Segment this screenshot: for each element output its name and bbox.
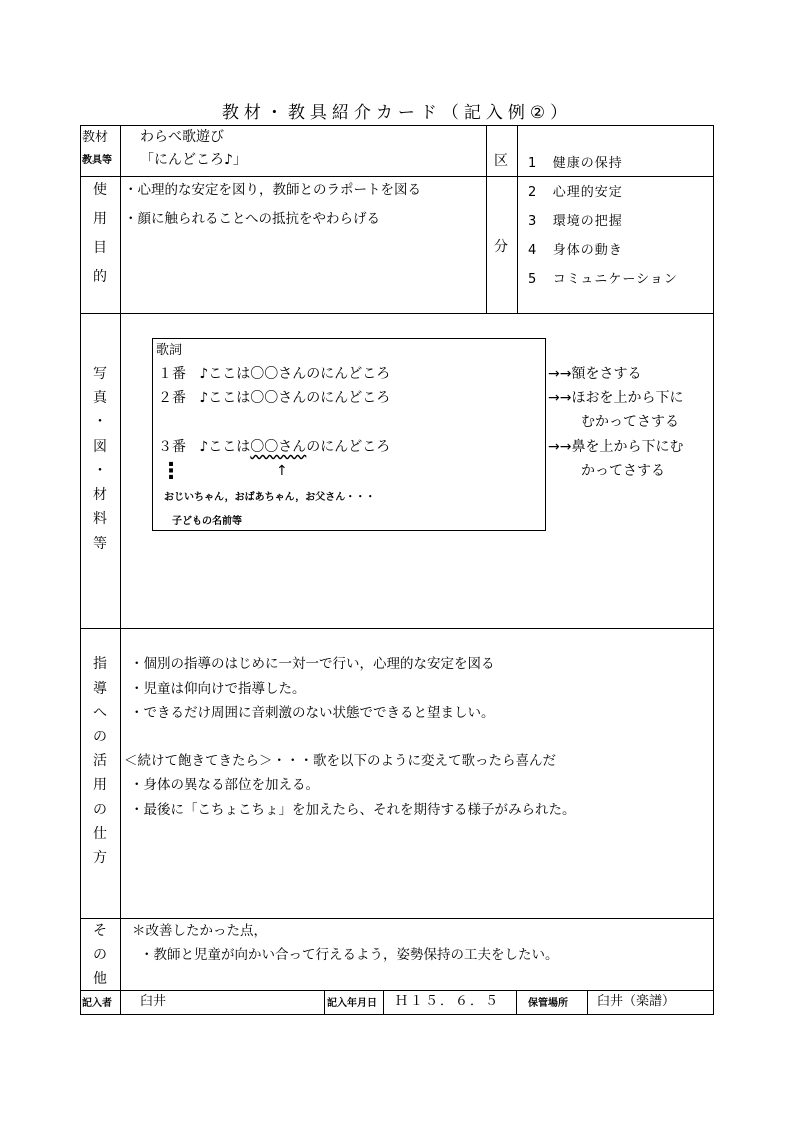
kubun-item-1 — [528, 152, 623, 171]
label-column-line — [120, 125, 121, 990]
purpose-label-char: 用 — [93, 211, 107, 227]
action-3: →→鼻を上から下にむ — [548, 439, 684, 455]
material-song: 「にんどころ♪」 — [140, 152, 247, 168]
action-3-cont: かってさする — [581, 463, 665, 479]
purpose-line-2: ・顔に触られることへの抵抗をやわらげる — [124, 211, 380, 227]
writer-value: 臼井 — [140, 994, 167, 1009]
guidance-label-char: 方 — [93, 850, 107, 866]
name-examples: おじいちゃん，おばあちゃん，お父さん・・・ — [164, 492, 376, 503]
guidance-line-5: ・最後に「こちょこちょ」を加えたら、それを期待する様子がみられた。 — [130, 802, 576, 818]
kubun-item-label: 健康の保持 — [552, 156, 623, 171]
purpose-label-char: 的 — [93, 269, 107, 285]
kubun-item-3 — [528, 210, 623, 229]
photo-label-char: ・ — [93, 463, 107, 479]
kubun-label-1: 区 — [494, 153, 508, 169]
photo-label-char: 等 — [93, 536, 107, 552]
photo-label-char: 図 — [93, 439, 107, 455]
guidance-line-1: ・個別の指導のはじめに一対一で行い，心理的な安定を図る — [130, 656, 495, 672]
photo-label-char: 写 — [93, 366, 107, 382]
footer-line-4 — [516, 990, 517, 1015]
kubun-item-2 — [528, 181, 623, 200]
other-line-1: ＊改善したかった点， — [132, 923, 267, 939]
photo-label-char: 真 — [93, 390, 107, 406]
verse-number: ３番 — [158, 439, 186, 455]
kubun-item-label: 環境の把握 — [552, 214, 623, 229]
guidance-label-char: 活 — [93, 753, 107, 769]
footer-line-3 — [383, 990, 384, 1015]
footer-line-2 — [324, 990, 325, 1015]
photo-label-char: ・ — [93, 414, 107, 430]
kubun-item-num: 2 — [528, 185, 538, 200]
guidance-line-3: ・できるだけ周囲に音刺激のない状態でできると望ましい。 — [130, 705, 495, 721]
purpose-label-char: 目 — [93, 240, 107, 256]
footer-line-5 — [587, 990, 588, 1015]
other-line-2: ・教師と児童が向かい合って行えるよう，姿勢保持の工夫をしたい。 — [140, 947, 559, 963]
verse-text-wavy: 〇〇さん — [250, 439, 307, 455]
divider-photo — [80, 628, 714, 629]
page-title: 教材・教具紹介カード（記入例②） — [221, 103, 573, 123]
divider-purpose — [80, 313, 714, 314]
kubun-item-num: 5 — [528, 272, 538, 287]
kubun-item-num: 1 — [528, 156, 538, 171]
child-name-note: 子どもの名前等 — [172, 516, 242, 527]
date-label: 記入年月日 — [327, 998, 377, 1009]
other-label-char: の — [93, 947, 107, 963]
verse-text: ♪ここは〇〇さんのにんどころ — [199, 366, 391, 382]
lyrics-heading: 歌詞 — [156, 343, 183, 358]
guidance-continue-line: ＜続けて飽きてきたら＞・・・歌を以下のように変えて歌ったら喜んだ — [124, 753, 556, 769]
guidance-label-char: 導 — [93, 681, 107, 697]
kubun-item-4 — [528, 239, 623, 258]
verse-text: ♪ここは〇〇さんのにんどころ — [199, 390, 391, 406]
material-label-sub: 教具等 — [82, 155, 112, 166]
place-value: 臼井（楽譜） — [597, 994, 676, 1009]
verse-text-post: のにんどころ — [306, 439, 391, 455]
action-2: →→ほおを上から下に — [548, 390, 684, 406]
kubun-item-num: 3 — [528, 214, 538, 229]
date-value: Ｈ１５．６．５ — [395, 994, 501, 1009]
guidance-line-2: ・児童は仰向けで指導した。 — [130, 681, 306, 697]
vertical-dots: ⋮ — [160, 459, 182, 484]
photo-label-char: 料 — [93, 511, 107, 527]
kubun-item-num: 4 — [528, 243, 538, 258]
up-arrow-icon: ↑ — [276, 463, 288, 479]
verse-number: ２番 — [158, 390, 186, 406]
purpose-line-1: ・心理的な安定を図り，教師とのラポートを図る — [124, 182, 421, 198]
kubun-item-label: 身体の動き — [552, 243, 623, 258]
divider-guidance — [80, 918, 714, 919]
purpose-label-char: 使 — [93, 182, 107, 198]
action-2-cont: むかってさする — [581, 414, 679, 430]
kubun-item-label: 心理的安定 — [552, 185, 623, 200]
guidance-label-char: 指 — [93, 656, 107, 672]
kubun-label-2: 分 — [494, 239, 508, 255]
writer-label: 記入者 — [82, 998, 112, 1009]
guidance-label-char: 仕 — [93, 826, 107, 842]
action-1: →→額をさする — [548, 366, 642, 382]
guidance-label-char: 用 — [93, 777, 107, 793]
verse-number: １番 — [158, 366, 186, 382]
guidance-label-char: へ — [93, 705, 107, 721]
divider-material — [80, 176, 714, 177]
verse-3 — [158, 438, 390, 456]
material-label: 教材 — [82, 130, 109, 145]
guidance-label-char: の — [93, 729, 107, 745]
place-label: 保管場所 — [528, 998, 568, 1009]
other-label-char: そ — [93, 923, 107, 939]
verse-2 — [158, 389, 390, 407]
kubun-item-5 — [528, 268, 678, 287]
other-label-char: 他 — [93, 971, 107, 987]
verse-1 — [158, 365, 390, 383]
verse-text-pre: ♪ここは — [199, 439, 251, 455]
material-name: わらべ歌遊び — [140, 129, 224, 145]
guidance-label-char: の — [93, 802, 107, 818]
footer-line-1 — [120, 990, 121, 1015]
divider-other — [80, 990, 714, 991]
guidance-line-4: ・身体の異なる部位を加える。 — [130, 777, 319, 793]
photo-label-char: 材 — [93, 487, 107, 503]
kubun-item-label: コミュニケーション — [552, 272, 678, 287]
card-frame — [80, 125, 714, 1015]
